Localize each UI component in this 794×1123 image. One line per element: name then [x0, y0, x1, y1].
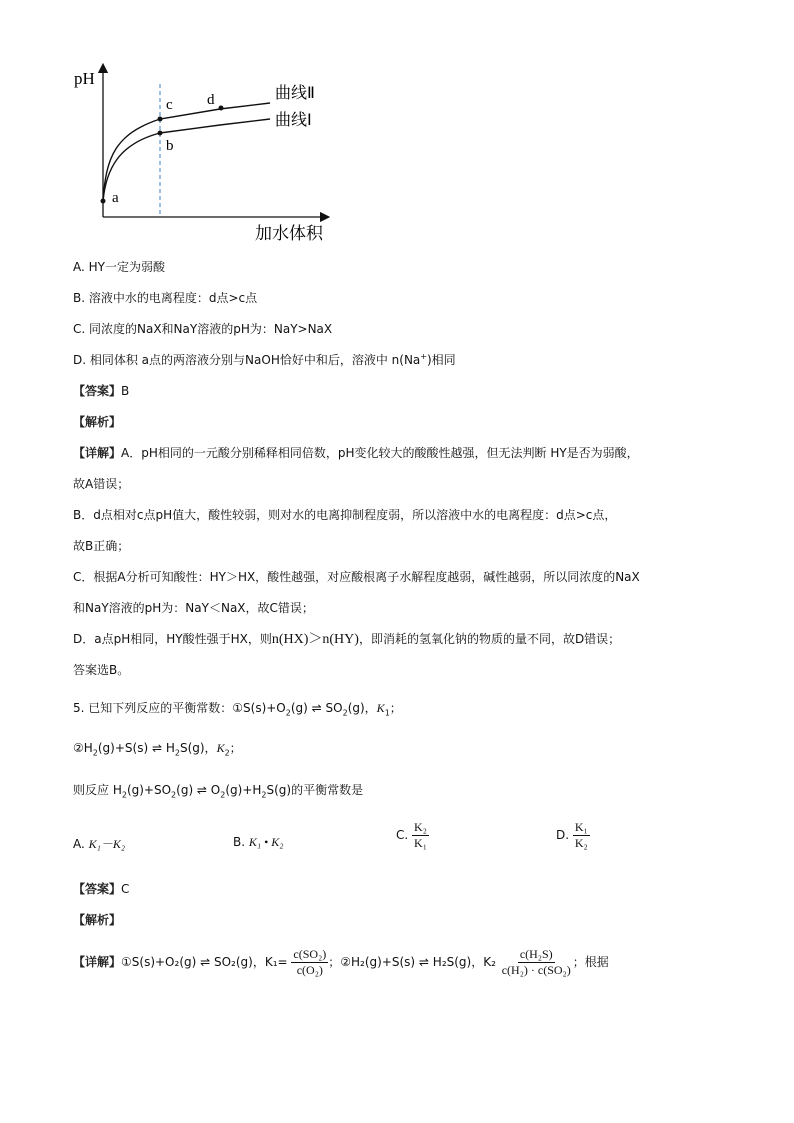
q4-detail-line-3: B．d点相对c点pH值大，酸性较弱，则对水的电离抑制程度弱，所以溶液中水的电离程度：d点>c点， — [73, 508, 617, 522]
q5-option-c-fraction: $\frac{\text{K₂}}{\text{K₁}}$ — [414, 820, 427, 850]
curve-2 — [103, 103, 270, 201]
point-c-label: c — [166, 97, 173, 113]
q4-option-d: D. 相同体积 a点的两溶液分别与NaOH恰好中和后，溶液中 n(Na+)相同 — [73, 352, 456, 367]
x-axis-label: 加水体积 — [255, 224, 323, 243]
q4-detail-line-5: C．根据A分析可知酸性：HY＞HX，酸性越强，对应酸根离子水解程度越弱，碱性越弱，所以同浓度的NaX — [73, 570, 640, 584]
q5-stem: 5. 已知下列反应的平衡常数：$①S(s)+O_2(g)$ ⇌ $SO_2(g)$，$K_1$； — [73, 701, 402, 718]
point-d-label: d — [207, 92, 215, 108]
curve-1-label: 曲线Ⅰ — [275, 112, 312, 129]
q4-option-b: B. 溶液中水的电离程度：d点>c点 — [73, 291, 258, 305]
q5-question: 则反应 $H_2(g)+SO_2(g)$ ⇌ $O_2(g)+H_2S(g)$的平衡常数是 — [73, 783, 364, 800]
k1-expression-fraction: $\frac{\text{c(SO₂)}}{\text{c(O₂)}}$ — [293, 947, 327, 977]
q4-detail-line-4: 故B正确； — [73, 539, 130, 553]
k2-expression-fraction: $\frac{\text{c(H₂S)}}{\text{c(H₂) · c(SO₂)}}$ — [501, 947, 571, 977]
point-a-label: a — [112, 190, 119, 206]
point-a-dot — [101, 199, 106, 204]
q5-option-b: B. K₁ • K₂ — [233, 835, 284, 849]
q5-option-d-fraction: $\frac{\text{K₁}}{\text{K₂}}$ — [574, 820, 588, 850]
q5-analysis-tag: 【解析】 — [73, 913, 122, 927]
q5-option-d: D. $\frac{\text{K₁}}{\text{K₂}}$ — [556, 820, 588, 850]
q5-answer: 【答案】C — [73, 882, 130, 896]
q4-detail-line-2: 故A错误； — [73, 477, 130, 491]
q5-reaction-2: $②H_2(g)+S(s)$ ⇌ $H_2S(g)$，$K_2$； — [73, 741, 242, 758]
ph-dilution-graph — [70, 62, 340, 247]
q5-option-a: A. K₁－K₂ — [73, 837, 125, 851]
point-b-dot — [158, 131, 163, 136]
y-axis-label: pH — [74, 69, 95, 88]
q4-detail-line-7: D．a点pH相同，HY酸性强于HX，则n(HX)＞n(HY)，即消耗的氢氧化钠的物质的量不同，故D错误； — [73, 632, 621, 647]
point-d-dot — [219, 106, 224, 111]
curve-2-label: 曲线Ⅱ — [275, 85, 315, 102]
q4-option-a: A. HY一定为弱酸 — [73, 260, 165, 274]
q4-analysis-tag: 【解析】 — [73, 415, 122, 429]
q5-option-c: C. $\frac{\text{K₂}}{\text{K₁}}$ — [396, 820, 427, 850]
point-c-dot — [158, 117, 163, 122]
q4-option-c: C. 同浓度的NaX和NaY溶液的pH为：NaY>NaX — [73, 322, 333, 336]
q5-detail: 【详解】①S(s)+O₂(g) ⇌ SO₂(g)，K₁= $\frac{\text{c(SO₂)}}{\text{c(O₂)}}$ ；②H₂(g)+S(s) ⇌ H₂S(g)，K₂ $\frac{\text{c(H₂S)}}{\text{c(H₂) · c(SO₂)}}$ ；根据 — [73, 947, 609, 977]
q4-detail-line-8: 答案选B。 — [73, 663, 130, 677]
q4-detail-line-1: 【详解】A．pH相同的一元酸分别稀释相同倍数，pH变化较大的酸酸性越强，但无法判断 HY是否为弱酸， — [73, 446, 639, 460]
q4-detail-line-6: 和NaY溶液的pH为：NaY＜NaX，故C错误； — [73, 601, 314, 615]
point-b-label: b — [166, 138, 174, 154]
curve-1 — [103, 119, 270, 201]
q4-answer: 【答案】B — [73, 384, 130, 398]
